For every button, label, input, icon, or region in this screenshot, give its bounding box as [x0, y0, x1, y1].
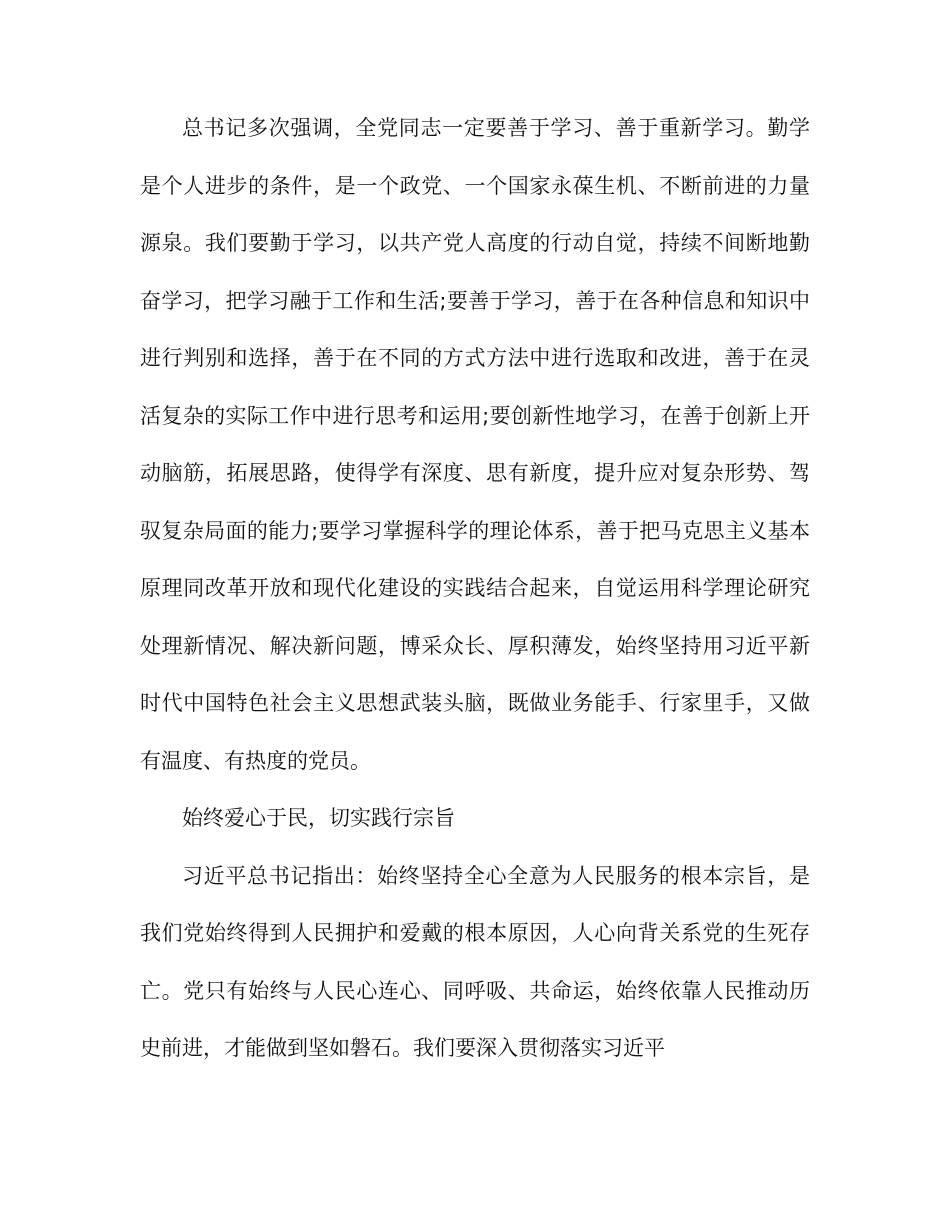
section-heading: 始终爱心于民，切实践行宗旨 — [182, 806, 455, 830]
document-body — [140, 100, 810, 1078]
paragraph-study: 总书记多次强调，全党同志一定要善于学习、善于重新学习。勤学是个人进步的条件，是一个政党、一个国家永葆生机、不断前进的力量源泉。我们要勤于学习，以共产党人高度的行动自觉，持续不间断地勤奋学习，把学习融于工作和生活;要善于学习，善于在各种信息和知识中进行判别和选择，善于在不同的方式方法中进行选取和改进，善于在灵活复杂的实际工作中进行思考和运用;要创新性地学习，在善于创新上开动脑筋，拓展思路，使得学有深度、思有新度，提升应对复杂形势、驾驭复杂局面的能力;要学习掌握科学的理论体系，善于把马克思主义基本原理同改革开放和现代化建设的实践结合起来，自觉运用科学理论研究处理新情况、解决新问题，博采众长、厚积薄发，始终坚持用习近平新时代中国特色社会主义思想武装头脑，既做业务能手、行家里手，又做有温度、有热度的党员。 — [140, 116, 810, 773]
paragraph-serve-people: 习近平总书记指出：始终坚持全心全意为人民服务的根本宗旨，是我们党始终得到人民拥护和爱戴的根本原因，人心向背关系党的生死存亡。党只有始终与人民心连心、同呼吸、共命运，始终依靠人民推动历史前进，才能做到坚如磐石。我们要深入贯彻落实习近平 — [140, 863, 810, 1060]
